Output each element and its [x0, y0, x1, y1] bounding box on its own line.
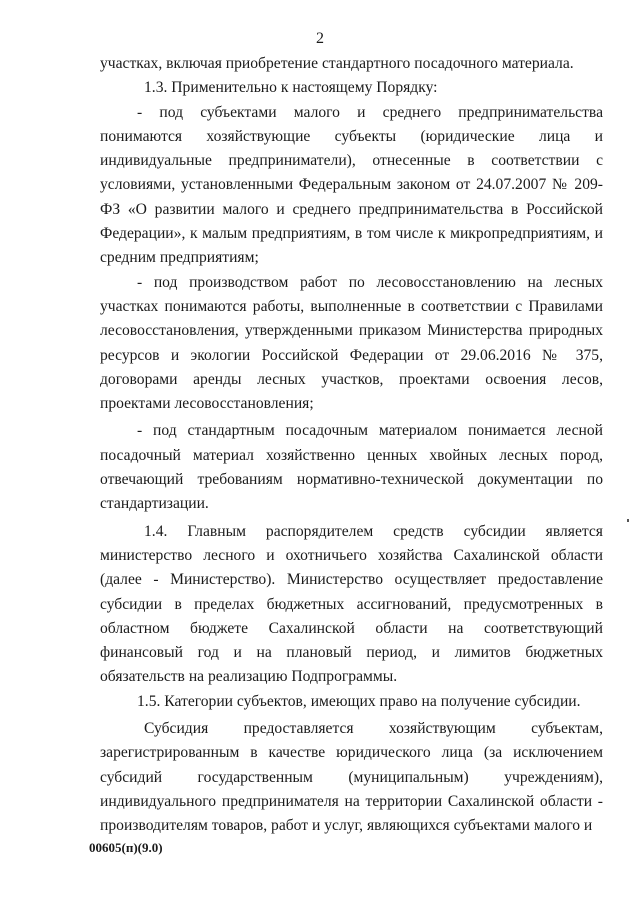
footer-document-code: 00605(п)(9.0)	[89, 840, 163, 855]
definition-reforestation-works: - под производством работ по лесовосстановлению на лесных участках понимаются работы, выполненные в соответствии с Правилами лесовосстановления, утвержденными приказом Министерства природных ресурсов и экологии Российской Федерации от 29.06.2016 № 375, договорами аренды лесных участков, проектами освоения лесов, проектами лесовосстановления;	[100, 273, 603, 413]
scan-speck	[627, 519, 629, 522]
subsidy-recipients-paragraph: Субсидия предоставляется хозяйствующим субъектам, зарегистрированным в качестве юридического лица (за исключением субсидий государственным (муниципальным) учреждениям), индивидуального предпринимателя на территории Сахалинской области - производителям товаров, работ и услуг, являющихся субъектами малого и	[100, 720, 603, 835]
document-body	[100, 52, 603, 839]
section-1-3-heading: 1.3. Применительно к настоящему Порядку:	[144, 79, 438, 97]
page-number: 2	[316, 30, 324, 47]
definition-small-medium-business: - под субъектами малого и среднего предпринимательства понимаются хозяйствующие субъекты (юридические лица и индивидуальные предприниматели), отнесенные в соответствии с условиями, установленными Федеральным законом от 24.07.2007 № 209-ФЗ «О развитии малого и среднего предпринимательства в Российской Федерации», к малым предприятиям, в том числе к микропредприятиям, и средним предприятиям;	[100, 103, 603, 267]
section-1-4: 1.4. Главным распорядителем средств субсидии является министерство лесного и охотничьего хозяйства Сахалинской области (далее - Министерство). Министерство осуществляет предоставление субсидии в пределах бюджетных ассигнований, предусмотренных в областном бюджете Сахалинской области на соответствующий финансовый год и на плановый период, и лимитов бюджетных обязательств на реализацию Подпрограммы.	[100, 522, 603, 686]
section-1-5-heading: 1.5. Категории субъектов, имеющих право на получение субсидии.	[137, 692, 581, 710]
definition-planting-material: - под стандартным посадочным материалом понимается лесной посадочный материал хозяйственно ценных хвойных лесных пород, отвечающий требованиям нормативно-технической документации по стандартизации.	[100, 422, 603, 513]
paragraph-continuation: участках, включая приобретение стандартного посадочного материала.	[100, 55, 574, 72]
